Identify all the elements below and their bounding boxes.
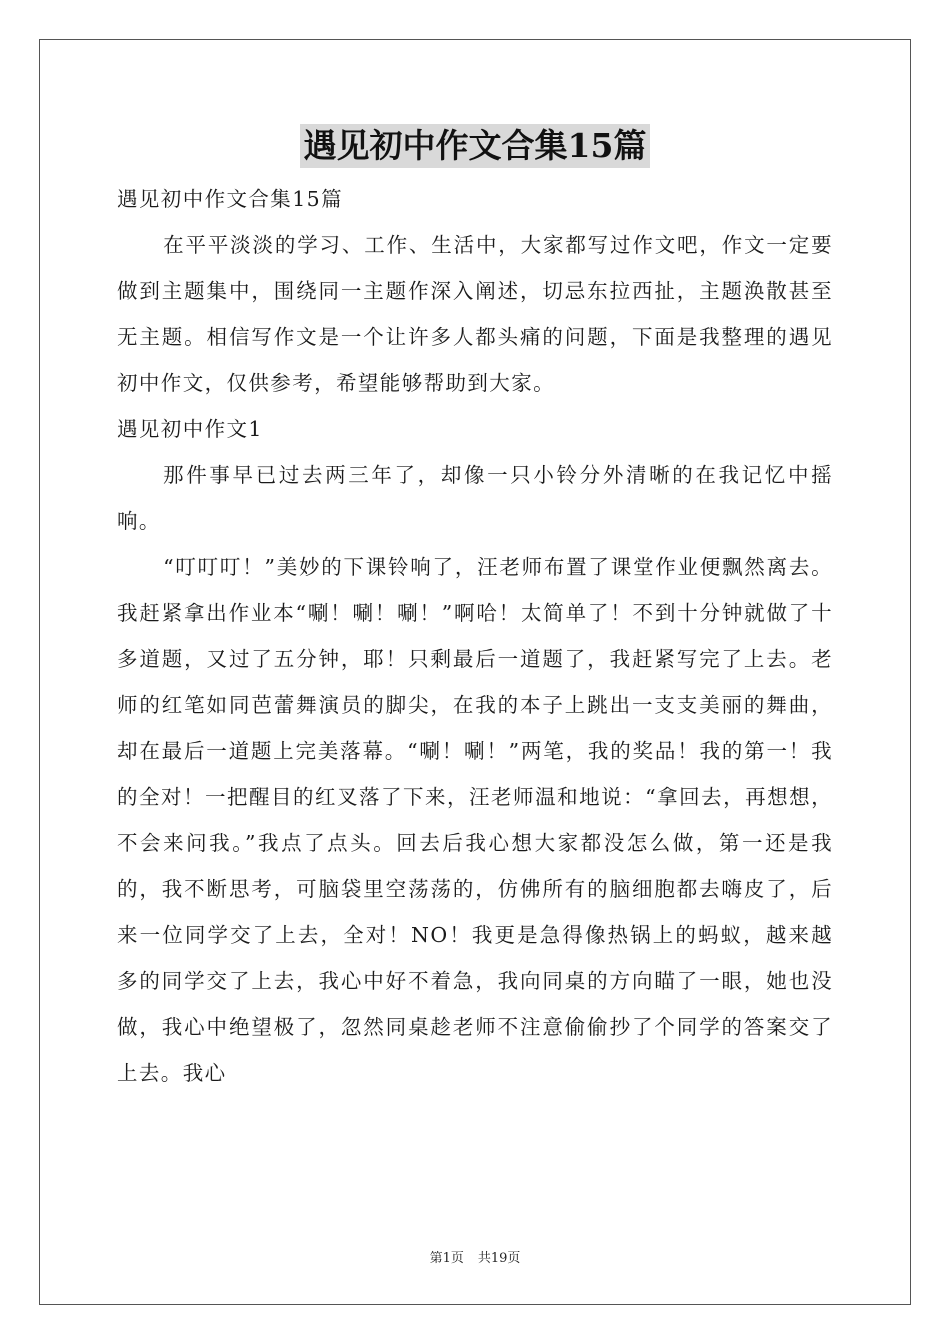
document-body <box>117 176 833 1096</box>
page-number: 第1页 <box>429 1251 464 1266</box>
subtitle-line: 遇见初中作文合集15篇 <box>117 187 343 211</box>
essay-heading: 遇见初中作文1 <box>117 417 263 441</box>
document-title-container <box>0 124 950 168</box>
intro-paragraph: 在平平淡淡的学习、工作、生活中，大家都写过作文吧，作文一定要做到主题集中，围绕同一主题作深入阐述，切忌东拉西扯，主题涣散甚至无主题。相信写作文是一个让许多人都头痛的问题，下面是我整理的遇见初中作文，仅供参考，希望能够帮助到大家。 <box>117 233 833 395</box>
document-title: 遇见初中作文合集15篇 <box>300 124 651 168</box>
page-footer <box>0 1247 950 1266</box>
page-total: 共19页 <box>477 1251 521 1266</box>
essay-paragraph-1: 那件事早已过去两三年了，却像一只小铃分外清晰的在我记忆中摇响。 <box>117 463 833 533</box>
essay-paragraph-2: “叮叮叮！”美妙的下课铃响了，汪老师布置了课堂作业便飘然离去。我赶紧拿出作业本“唰！唰！唰！”啊哈！太简单了！不到十分钟就做了十多道题，又过了五分钟，耶！只剩最后一道题了，我赶紧写完了上去。老师的红笔如同芭蕾舞演员的脚尖，在我的本子上跳出一支支美丽的舞曲，却在最后一道题上完美落幕。“唰！唰！”两笔，我的奖品！我的第一！我的全对！一把醒目的红叉落了下来，汪老师温和地说：“拿回去，再想想，不会来问我。”我点了点头。回去后我心想大家都没怎么做，第一还是我的，我不断思考，可脑袋里空荡荡的，仿佛所有的脑细胞都去嗨皮了，后来一位同学交了上去，全对！NO！我更是急得像热锅上的蚂蚁，越来越多的同学交了上去，我心中好不着急，我向同桌的方向瞄了一眼，她也没做，我心中绝望极了，忽然同桌趁老师不注意偷偷抄了个同学的答案交了上去。我心 <box>117 555 833 1085</box>
